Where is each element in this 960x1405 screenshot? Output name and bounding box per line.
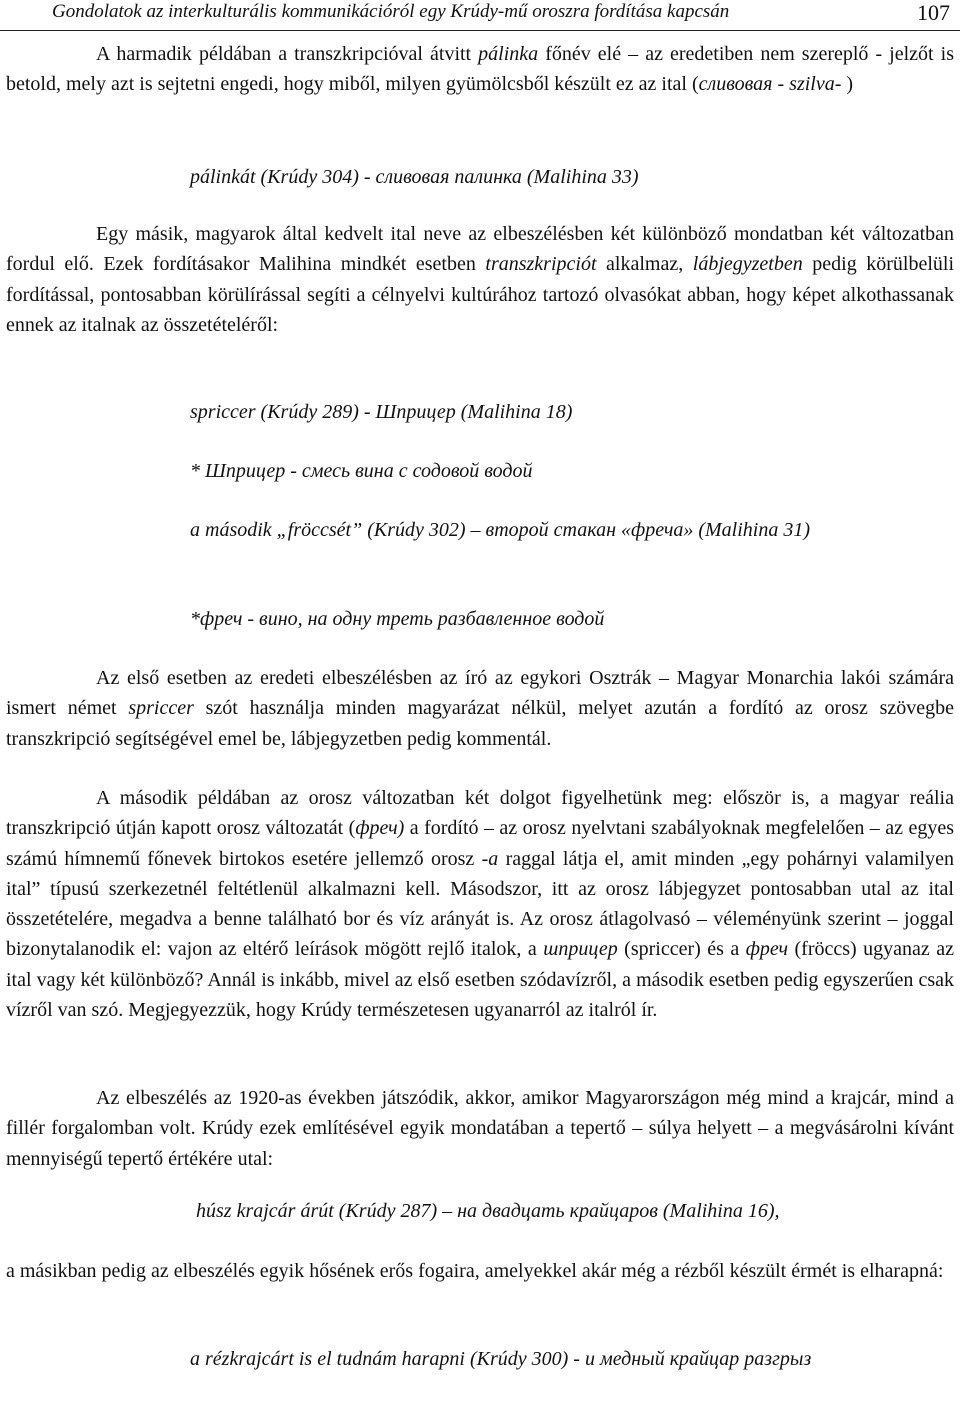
paragraph-6: a másikban pedig az elbeszélés egyik hősének erős fogaira, amelyekkel akár még a rézből készült érmét is elharapná: (6, 1260, 944, 1282)
header-title: Gondolatok az interkulturális kommunikációról egy Krúdy-mű oroszra fordítása kapcsán (52, 1, 730, 22)
paragraph-1: A harmadik példában a transzkripcióval átvitt pálinka főnév elé – az eredetiben nem szereplő - jelzőt is betold, mely azt is sejtetni engedi, hogy miből, milyen gyümölcsből készült ez az ital (сливовая - szilva- ) (6, 43, 954, 96)
footnote-spriccer: * Шприцер - смесь вина с содовой водой (190, 460, 533, 482)
paragraph-2: Egy másik, magyarok által kedvelt ital neve az elbeszélésben két különböző mondatban két változatban fordul elő. Ezek fordításakor Malihina mindkét esetben transzkripciót alkalmaz, lábjegyzetben pedig körülbelüli fordítással, pontosabban körülírással segíti a célnyelvi kultúrához tartozó olvasókat abban, hogy képet alkothassanak ennek az italnak az összetételéről: (6, 223, 954, 336)
example-froccs: a második „fröccsét” (Krúdy 302) – второй стакан «фреча» (Malihina 31) (190, 519, 811, 541)
example-spriccer: spriccer (Krúdy 289) - Шприцер (Malihina 18) (190, 401, 573, 423)
page-number: 107 (917, 0, 950, 25)
example-rezkrajcar: a rézkrajcárt is el tudnám harapni (Krúdy 300) - и медный крайцар разгрыз (190, 1348, 812, 1370)
example-krajcar: húsz krajcár árút (Krúdy 287) – на двадцать крайцаров (Malihina 16), (196, 1200, 780, 1222)
running-header (0, 0, 960, 31)
paragraph-4: A második példában az orosz változatban két dolgot figyelhetünk meg: először is, a magyar reália transzkripció útján kapott orosz változatát (фреч) a fordító – az orosz nyelvtani szabályoknak megfelelően – az egyes számú hímnemű főnevek birtokos esetére jellemző orosz -a raggal látja el, amit minden „egy pohárnyi valamilyen ital” típusú szerkezetnél feltétlenül alkalmazni kell. Másodszor, itt az orosz lábjegyzet pontosabban utal az ital összetételére, megadva a benne található bor és víz arányát is. Az orosz átlagolvasó – véleményünk szerint – joggal bizonytalanodik el: vajon az eltérő leírások mögött rejlő italok, a шприцер (spriccer) és a фреч (fröccs) ugyanaz az ital vagy két különböző? Annál is inkább, mivel az első esetben szódavízről, a második esetben pedig egyszerűen csak vízről van szó. Megjegyezzük, hogy Krúdy természetesen ugyanarról az italról ír. (6, 787, 955, 1022)
example-palinka: pálinkát (Krúdy 304) - сливовая палинка (Malihina 33) (190, 166, 639, 188)
footnote-froccs: *фреч - вино, на одну треть разбавленное водой (190, 608, 605, 630)
paragraph-5: Az elbeszélés az 1920-as években játszódik, akkor, amikor Magyarországon még mind a krajcár, mind a fillér forgalomban volt. Krúdy ezek említésével egyik mondatában a tepertő – súlya helyett – a megvásárolni kívánt mennyiségű tepertő értékére utal: (6, 1087, 954, 1170)
paragraph-3: Az első esetben az eredeti elbeszélésben az író az egykori Osztrák – Magyar Monarchia lakói számára ismert német spriccer szót használja minden magyarázat nélkül, melyet azután a fordító az orosz szövegbe transzkripció segítségével emel be, lábjegyzetben pedig kommentál. (6, 667, 955, 750)
